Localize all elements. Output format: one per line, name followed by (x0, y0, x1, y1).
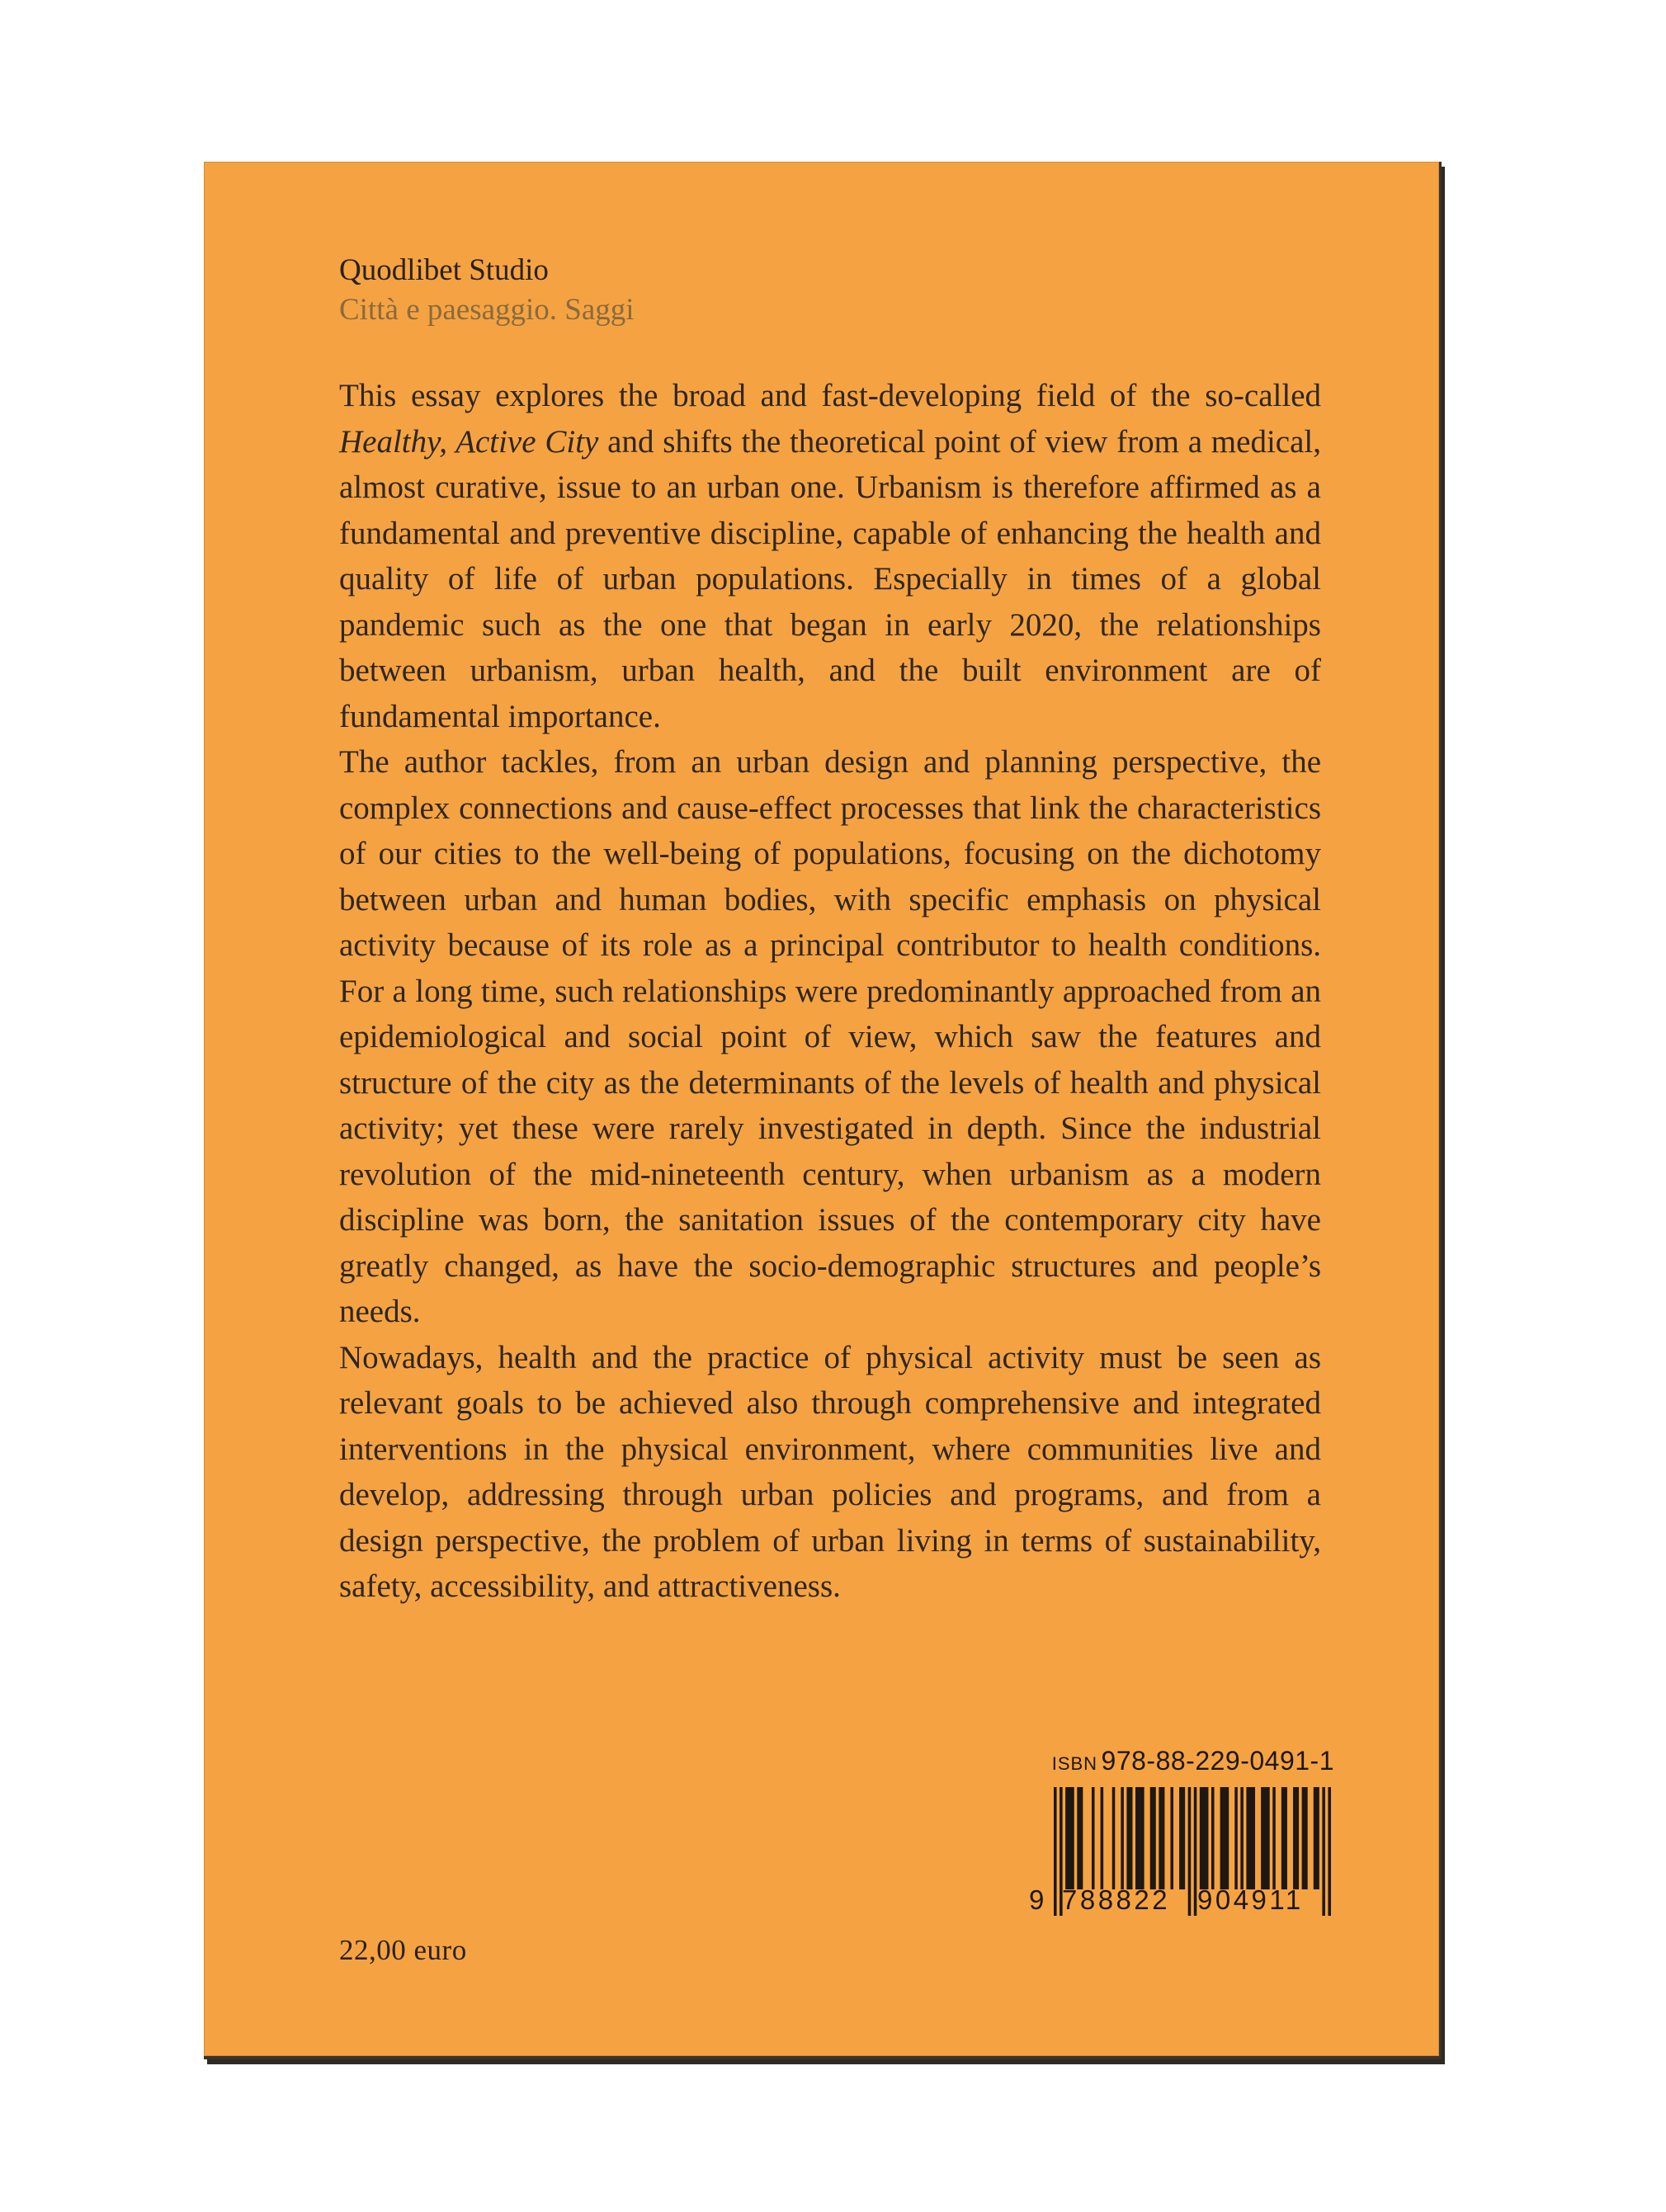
barcode-right-group: 904911 (1197, 1884, 1304, 1915)
barcode-bar (1314, 1787, 1319, 1889)
barcode-bar (1261, 1787, 1270, 1889)
barcode-bar (1065, 1787, 1074, 1889)
barcode-digits (1029, 1884, 1334, 1926)
barcode-bar (1126, 1787, 1132, 1889)
book-back-cover (204, 162, 1442, 2059)
barcode (1029, 1787, 1334, 1926)
barcode-bar (1220, 1787, 1229, 1889)
barcode-bar (1159, 1787, 1164, 1889)
blurb-p1-end: and shifts the theoretical point of view from a medical, almost curative, issue to an urban one. Urbanism is therefore affirmed as a fundamental and preventive discipline, capable of enhancing the health and quality of life of urban populations. Especially in times of a global pandemic such as the one that began in early 2020, the relationships between urbanism, urban health, and the built environment are of fundamental importance. (339, 423, 1321, 734)
barcode-bar (1150, 1787, 1156, 1889)
barcode-bar (1281, 1787, 1287, 1889)
blurb-paragraph-3: Nowadays, health and the practice of physical activity must be seen as relevant goals to be achieved also through comprehensive and integrated interventions in the physical environment, where communities live and develop, addressing through urban policies and programs, and from a design perspective, the problem of urban living in terms of sustainability, safety, accessibility, and attractiveness. (339, 1339, 1321, 1604)
price-label: 22,00 euro (339, 1934, 467, 1966)
barcode-bar (1179, 1787, 1185, 1889)
barcode-bar (1272, 1787, 1276, 1889)
barcode-bar (1135, 1787, 1144, 1889)
blurb-p1-italic-title: Healthy, Active City (339, 423, 599, 460)
barcode-left-group: 788822 (1062, 1884, 1171, 1915)
barcode-bar (1234, 1787, 1238, 1889)
barcode-bar (1101, 1787, 1104, 1889)
barcode-bar (1170, 1787, 1173, 1889)
barcode-bar (1211, 1787, 1215, 1889)
barcode-bar (1121, 1787, 1124, 1889)
isbn-line (1029, 1746, 1334, 1787)
blurb-text (339, 373, 1321, 1610)
series-name: Città e paesaggio. Saggi (339, 293, 635, 327)
blurb-paragraph-2: The author tackles, from an urban design and planning perspective, the complex connections and cause-effect processes that link the characteristics of our cities to the well-being of populations, focusing on the dichotomy between urban and human bodies, with specific emphasis on physical activity because of its role as a principal contributor to health conditions. For a long time, such relationships were predominantly approached from an epidemiological and social point of view, which saw the features and structure of the city as the determinants of the levels of health and physical activity; yet these were rarely investigated in depth. Since the industrial revolution of the mid-nineteenth century, when urbanism as a modern discipline was born, the sanitation issues of the contemporary city have greatly changed, as have the socio-demographic structures and people’s needs. (339, 744, 1321, 1329)
publisher-name: Quodlibet Studio (339, 253, 549, 287)
series-block (339, 251, 635, 330)
isbn-prefix: ISBN (1051, 1753, 1098, 1774)
barcode-bar (1240, 1787, 1244, 1889)
barcode-first-digit: 9 (1029, 1884, 1045, 1915)
blurb-p1-start: This essay explores the broad and fast-developing field of the so-called (339, 378, 1321, 413)
blurb-paragraph-1 (339, 373, 1321, 739)
barcode-bar (1112, 1787, 1116, 1889)
barcode-bar (1293, 1787, 1299, 1889)
barcode-bar (1077, 1787, 1083, 1889)
barcode-bar (1092, 1787, 1095, 1889)
isbn-number: 978-88-229-0491-1 (1101, 1746, 1334, 1776)
barcode-bar (1302, 1787, 1308, 1889)
barcode-bar (1200, 1787, 1209, 1889)
barcode-bar (1246, 1787, 1255, 1889)
isbn-block (1029, 1746, 1334, 1926)
